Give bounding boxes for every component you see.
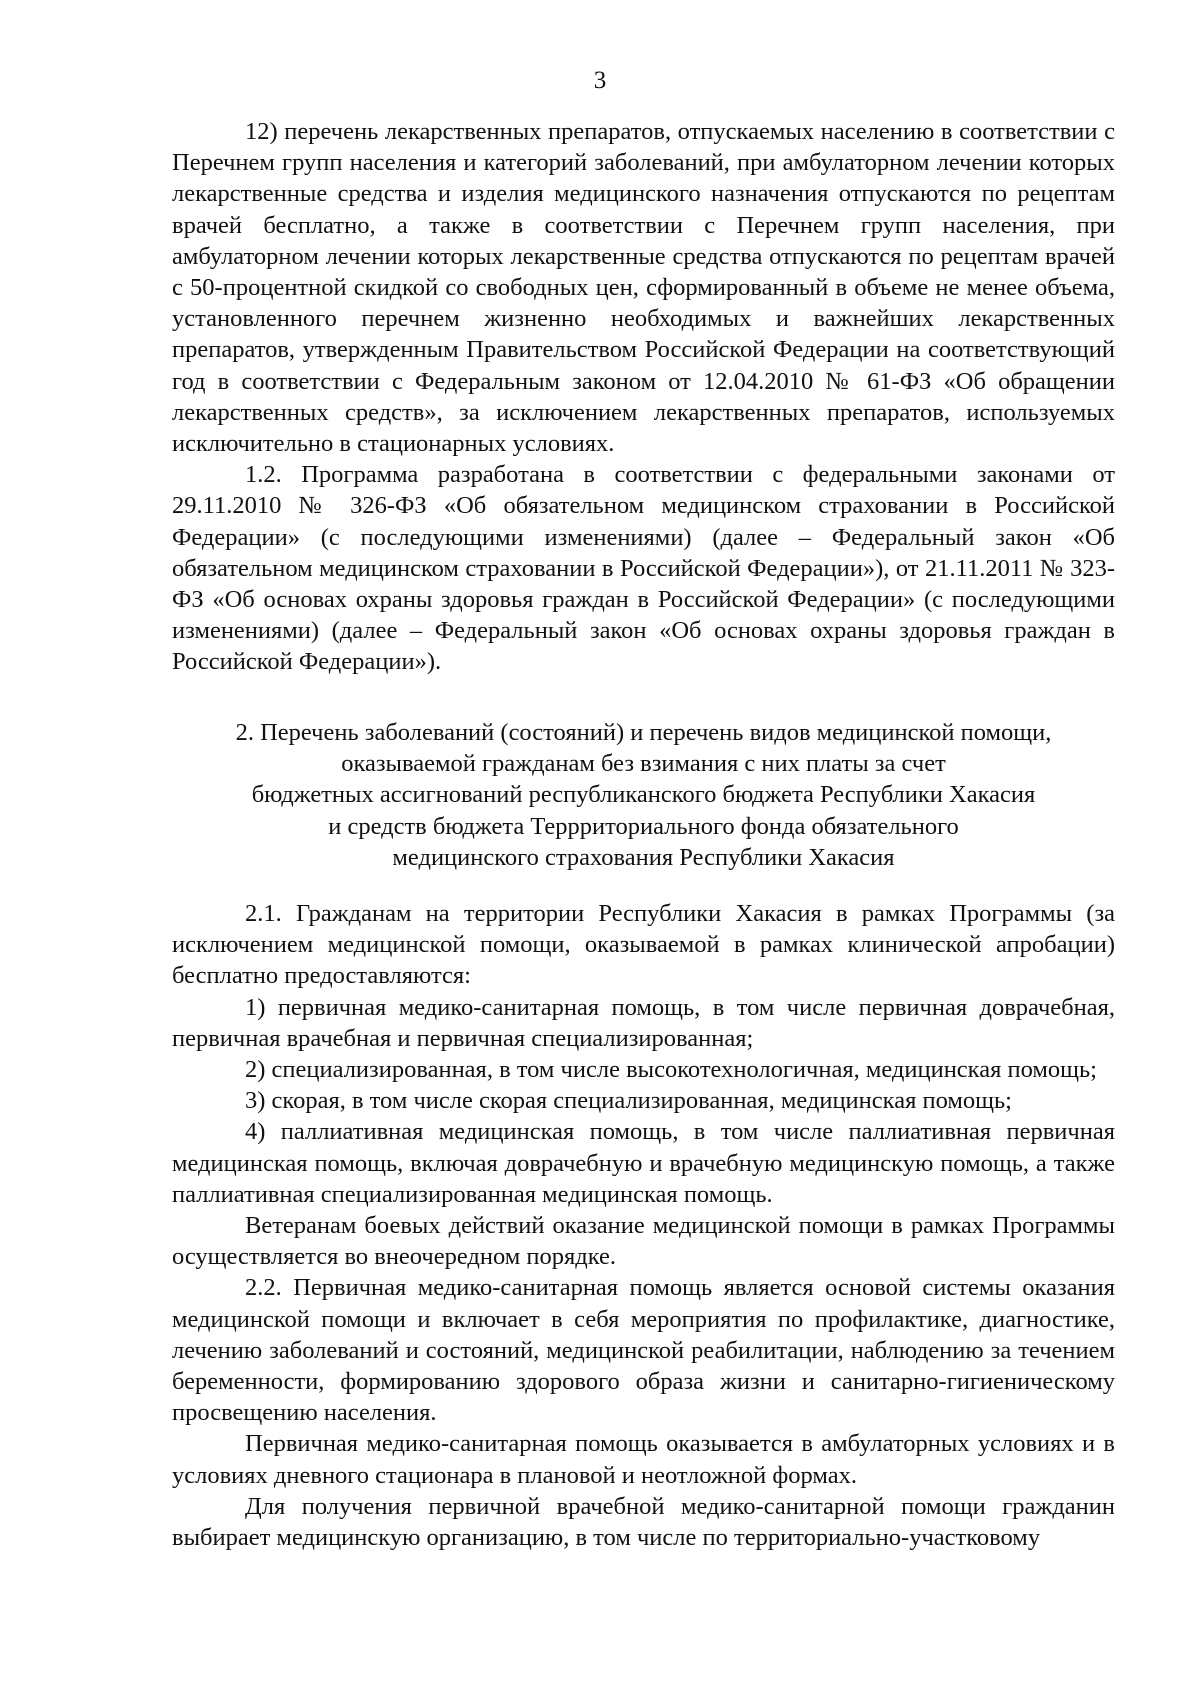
heading-line: бюджетных ассигнований республиканского бюджета Республики Хакасия (251, 781, 1036, 809)
list-item-3: 3) скорая, в том числе скорая специализированная, медицинская помощь; (245, 1087, 1012, 1115)
list-item-4: 4) паллиативная медицинская помощь, в том числе паллиативная первичная медицинская помощь, включая доврачебную и врачебную медицинскую помощь, а также паллиативная специализированная медицинская помощь. (172, 1118, 1115, 1208)
paragraph-1-2: 1.2. Программа разработана в соответствии с федеральными законами от 29.11.2010 № 326-ФЗ «Об обязательном медицинском страховании в Российской Федерации» (с последующими изменениями) (далее – Федеральный закон «Об обязательном медицинском страховании в Российской Федерации»), от 21.11.2011 № 323-ФЗ «Об основах охраны здоровья граждан в Российской Федерации» (с последующими изменениями) (далее – Федеральный закон «Об основах охраны здоровья граждан в Российской Федерации»). (172, 461, 1115, 676)
heading-line: медицинского страхования Республики Хакасия (392, 843, 895, 871)
paragraph-primary-care-conditions: Первичная медико-санитарная помощь оказывается в амбулаторных условиях и в условиях дневного стационара в плановой и неотложной формах. (172, 1430, 1115, 1489)
paragraph-veterans: Ветеранам боевых действий оказание медицинской помощи в рамках Программы осуществляется во внеочередном порядке. (172, 1212, 1115, 1271)
text-block-bottom (172, 898, 1115, 1553)
text-block-top (172, 116, 1115, 678)
paragraph-2-1: 2.1. Гражданам на территории Республики Хакасия в рамках Программы (за исключением медицинской помощи, оказываемой в рамках клинической апробации) бесплатно предоставляются: (172, 900, 1115, 990)
list-item-2: 2) специализированная, в том числе высокотехнологичная, медицинская помощь; (245, 1056, 1097, 1084)
paragraph-2-2: 2.2. Первичная медико-санитарная помощь является основой системы оказания медицинской помощи и включает в себя мероприятия по профилактике, диагностике, лечению заболеваний и состояний, медицинской реабилитации, наблюдению за течением беременности, формированию здорового образа жизни и санитарно-гигиеническому просвещению населения. (172, 1274, 1115, 1427)
heading-line: и средств бюджета Террриториального фонда обязательного (328, 812, 959, 840)
page-number: 3 (593, 67, 607, 94)
heading-line: оказываемой гражданам без взимания с них платы за счет (341, 750, 946, 778)
paragraph-primary-care-choice: Для получения первичной врачебной медико-санитарной помощи гражданин выбирает медицинскую организацию, в том числе по территориально-участковому (172, 1492, 1115, 1552)
section-2-heading (172, 717, 1115, 873)
heading-line: 2. Перечень заболеваний (состояний) и перечень видов медицинской помощи, (235, 719, 1052, 746)
paragraph-item-12: 12) перечень лекарственных препаратов, отпускаемых населению в соответствии с Перечнем групп населения и категорий заболеваний, при амбулаторном лечении которых лекарственные средства и изделия медицинского назначения отпускаются по рецептам врачей бесплатно, а также в соответствии с Перечнем групп населения, при амбулаторном лечении которых лекарственные средства отпускаются по рецептам врачей с 50-процентной скидкой со свободных цен, сформированный в объеме не менее объема, установленного перечнем жизненно необходимых и важнейших лекарственных препаратов, утвержденным Правительством Российской Федерации на соответствующий год в соответствии с Федеральным законом от 12.04.2010 № 61-ФЗ «Об обращении лекарственных средств», за исключением лекарственных препаратов, используемых исключительно в стационарных условиях. (172, 118, 1115, 458)
list-item-1: 1) первичная медико-санитарная помощь, в том числе первичная доврачебная, первичная врачебная и первичная специализированная; (172, 993, 1115, 1052)
